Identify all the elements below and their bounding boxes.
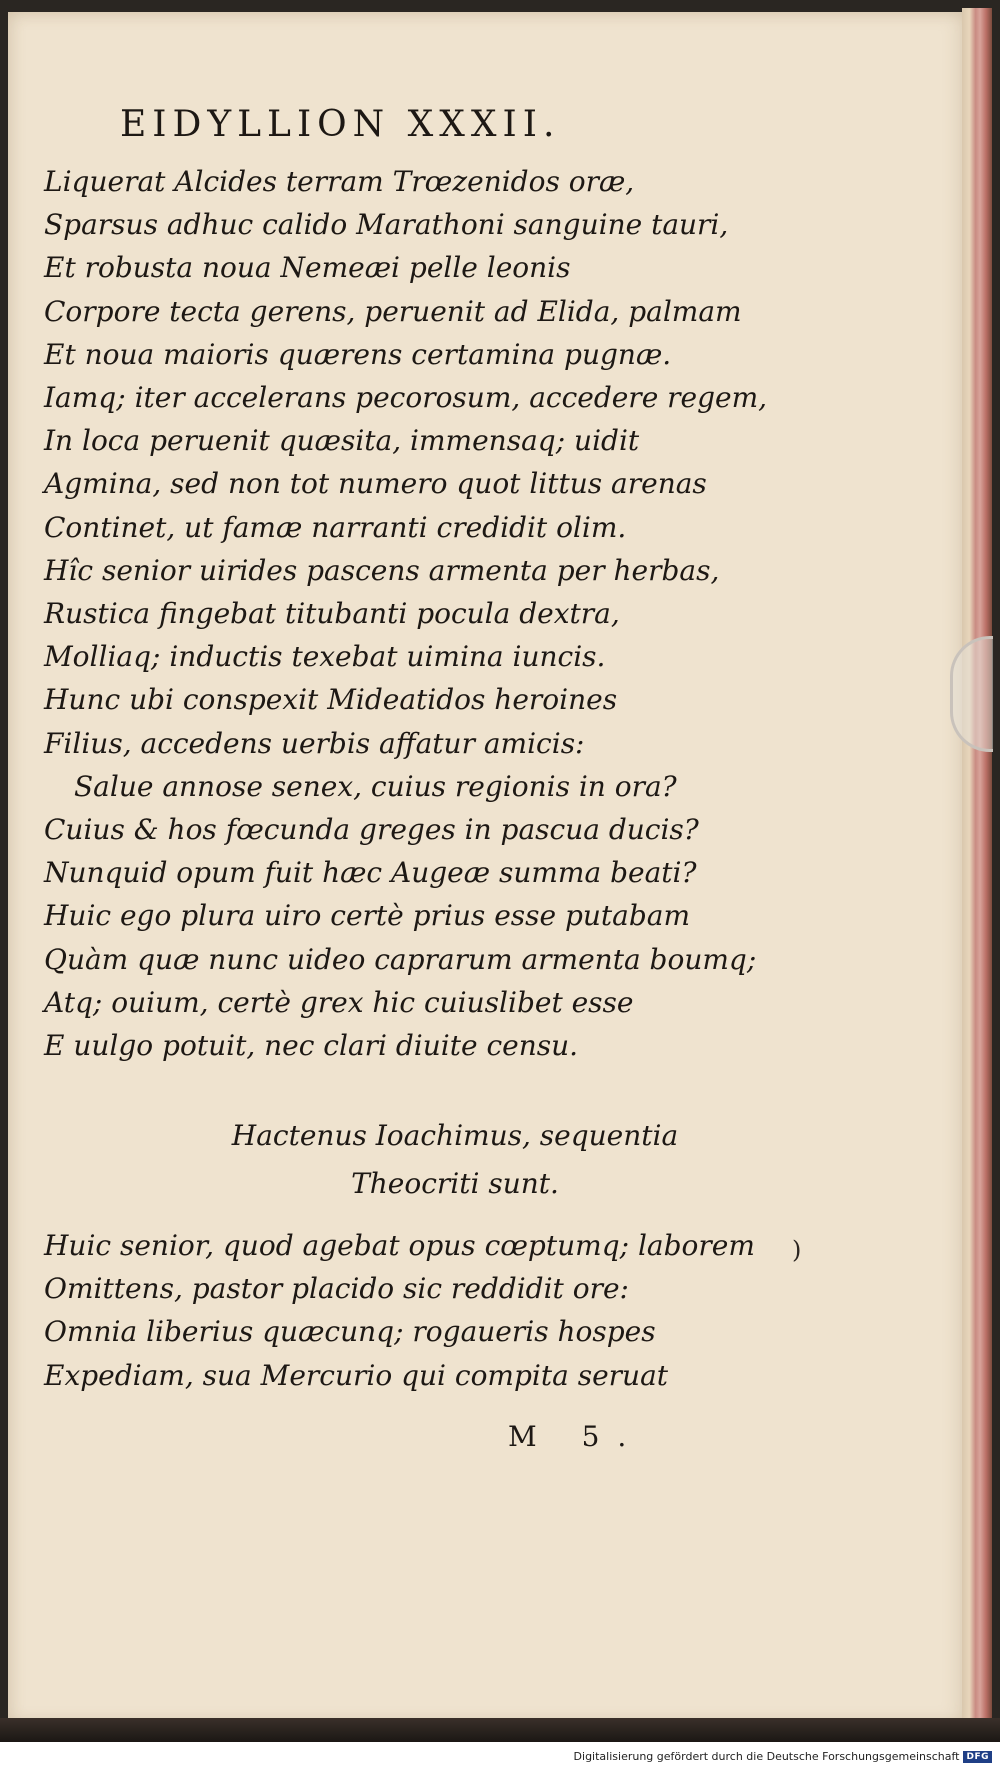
verse-line: E uulgo potuit, nec clari diuite censu. (44, 1029, 579, 1063)
verse-line: Iamq; iter accelerans pecorosum, accedere regem, (44, 381, 768, 415)
paper-clip-mark (950, 636, 993, 752)
verse-line: Omittens, pastor placido sic reddidit ore: (44, 1272, 629, 1306)
verse-line: Corpore tecta gerens, peruenit ad Elida, palmam (44, 294, 742, 328)
verse-line: Continet, ut famæ narranti credidit olim. (44, 510, 627, 544)
verse-line: Quàm quæ nunc uideo caprarum armenta boumq; (44, 942, 757, 976)
dfg-logo: DFG (963, 1751, 992, 1763)
digitization-footer (574, 1750, 992, 1763)
verse-line: Huic senior, quod agebat opus cœptumq; laborem (44, 1229, 755, 1262)
running-head: EIDYLLION XXXII. (120, 104, 561, 145)
verse-line: Rustica fingebat titubanti pocula dextra, (44, 597, 620, 631)
verse-block-2 (44, 1224, 755, 1397)
verse-line: Sparsus adhuc calido Marathoni sanguine tauri, (44, 208, 729, 242)
verse-line: Omnia liberius quæcunq; rogaueris hospes (44, 1315, 656, 1349)
page-fore-edge (962, 8, 992, 1728)
scan-bottom-edge (0, 1718, 1000, 1742)
verse-line: Et noua maioris quærens certamina pugnæ. (44, 337, 672, 371)
editorial-note (0, 1112, 1000, 1208)
footer-credit: Digitalisierung gefördert durch die Deutsche Forschungsgemeinschaft (573, 1750, 960, 1763)
verse-line: Atq; ouium, certè grex hic cuiuslibet esse (44, 985, 634, 1019)
verse-line: Huic ego plura uiro certè prius esse putabam (44, 899, 691, 933)
margin-mark: ) (792, 1236, 802, 1264)
verse-line: Hunc ubi conspexit Mideatidos heroines (44, 683, 618, 717)
verse-line: In loca peruenit quæsita, immensaq; uidit (44, 424, 640, 458)
verse-line: Cuius & hos fœcunda greges in pascua ducis? (44, 813, 699, 847)
note-line: Hactenus Ioachimus, sequentia (231, 1119, 679, 1152)
verse-line: Molliaq; inductis texebat uimina iuncis. (44, 640, 606, 674)
signature-mark: M 5. (508, 1420, 645, 1453)
verse-block-1 (44, 160, 768, 1067)
verse-line: Hîc senior uirides pascens armenta per herbas, (44, 553, 720, 587)
note-line: Theocriti sunt. (351, 1167, 559, 1200)
verse-line: Liquerat Alcides terram Trœzenidos oræ, (44, 165, 635, 198)
verse-line: Salue annose senex, cuius regionis in ora? (74, 769, 677, 803)
verse-line: Filius, accedens uerbis affatur amicis: (44, 726, 585, 760)
verse-line: Expediam, sua Mercurio qui compita seruat (44, 1358, 669, 1392)
verse-line: Et robusta noua Nemeæi pelle leonis (44, 251, 571, 285)
verse-line: Agmina, sed non tot numero quot littus arenas (44, 467, 707, 501)
verse-line: Nunquid opum fuit hæc Augeæ summa beati? (44, 856, 697, 890)
